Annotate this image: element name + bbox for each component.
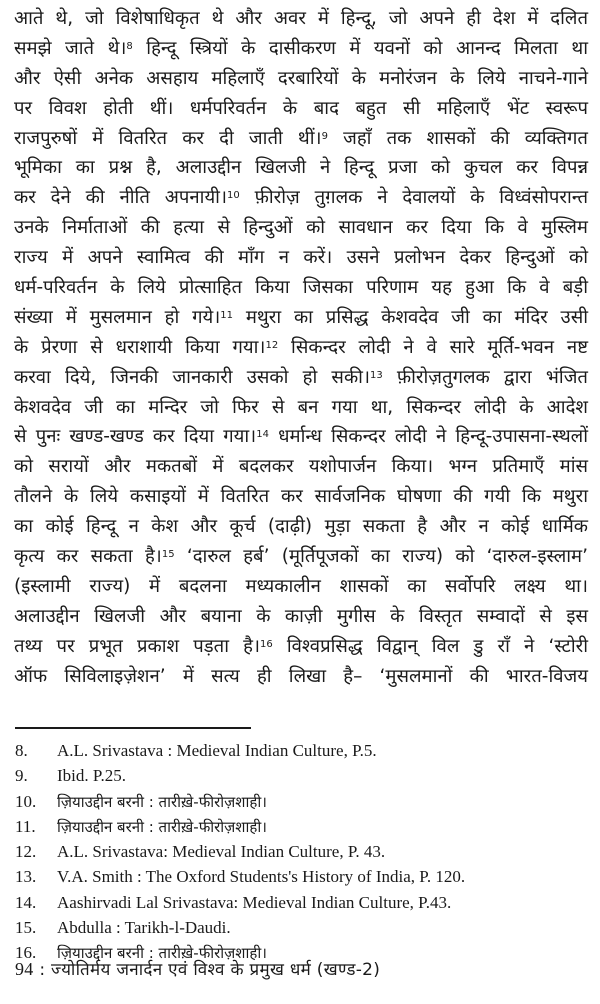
footnote-ref[interactable]: 9 [321,130,328,142]
text-line: आते थे, जो विशेषाधिकृत थे और अवर में हिन्दू, जो अपने ही देश में दलित [14,8,588,29]
footnote-separator-rule [15,727,251,729]
text-line: तौलने के लिये कसाइयों में वितरित कर सार्वजनिक घोषणा की गयी कि मथुरा [14,486,588,508]
text-line: का कोई हिन्दू न केश और कूर्च (दाढ़ी) मुड़ा सकता है और न कोई धार्मिक [14,516,588,538]
text-line: से पुनः खण्ड-खण्ड कर दिया गया।$^{14}$ धर्मान्ध सिकन्दर लोदी ने हिन्दू-उपासना-स्थलों [14,426,588,448]
footnote-number: 8. [15,741,28,760]
text-line: उनके निर्माताओं की हत्या से हिन्दुओं को सावधान कर दिया कि वे मुस्लिम [14,217,588,239]
text-line: धर्म-परिवर्तन के लिये प्रोत्साहित किया जिसका परिणाम यह हुआ कि वे बड़ी [14,277,588,299]
text-line: कर देने की नीति अपनायी।$^{10}$ फ़ीरोज़ तुग़लक ने देवालयों के विध्वंसोपरान्त [14,187,588,209]
footnote-text: ज़ियाउद्दीन बरनी : तारीखे़-फीरोज़शाही। [57,944,267,963]
footnote-number: 11. [15,816,36,836]
footnote-item [15,839,585,864]
footnote-text: Abdulla : Tarikh-l-Daudi. [57,918,231,938]
footnote-text: Aashirvadi Lal Srivastava: Medieval Indian Culture, P.43. [57,892,452,912]
page-footer [15,956,585,983]
text-line: और ऐसी अनेक असहाय महिलाएँ दरबारियों के मनोरंजन के लिये नाचने-गाने [14,67,588,89]
footnote-number: 10. [15,791,37,811]
footnote-item [15,915,585,940]
text-line: राज्य में अपने स्वामित्व की माँग न करें। उसने प्रलोभन देकर हिन्दुओं को [14,247,588,269]
text-line: अलाउद्दीन खिलजी और बयाना के काज़ी मुगीस के विस्तृत सम्वादों से इस [14,605,588,627]
page-body [14,4,588,691]
footnote-number: 9. [15,766,28,786]
page-number: 94 [15,959,34,979]
footnote-item [15,890,585,915]
text-line: ऑफ सिविलाइज़ेशन’ में सत्य ही लिखा है– ‘मुसलमानों की भारत-विजय [14,665,588,687]
footer-separator: : [33,960,52,980]
footnote-ref[interactable]: 12 [265,339,279,351]
footnote-number: 15. [15,918,37,938]
footnote-ref[interactable]: 8 [126,40,133,52]
footnote-number: 16. [15,943,37,963]
footnote-item [15,814,585,839]
footnote-text: A.L. Srivastava: Medieval Indian Culture, P. 43. [57,842,386,862]
footnotes-list [15,738,585,966]
text-line: भूमिका का प्रश्न है, अलाउद्दीन खिलजी ने हिन्दू प्रजा को कुचल कर विपन्न [14,157,588,179]
footnote-ref[interactable]: 14 [256,429,269,441]
footnote-ref[interactable]: 11 [220,309,234,321]
footnote-item [15,864,585,889]
text-line: के प्रेरणा से धराशायी किया गया।$^{12}$ सिकन्दर लोदी ने वे सारे मूर्ति-भवन नष्ट [14,336,588,358]
footnote-number: 14. [15,892,37,912]
text-line: तथ्य पर प्रभूत प्रकाश पड़ता है।$^{16}$ विश्वप्रसिद्ध विद्वान् विल डु राँ ने ‘स्टोरी [14,635,589,657]
footnote-number: 13. [15,867,37,887]
text-line: करवा दिये, जिनकी जानकारी उसको हो सकी।$^{13}$ फ़ीरोज़तुगलक द्वारा भंजित [14,366,588,388]
footnote-text: A.L. Srivastava : Medieval Indian Culture, P.5. [57,741,377,760]
footnote-ref[interactable]: 10 [227,190,240,202]
footnote-ref[interactable]: 13 [369,369,383,381]
footnote-item [15,763,585,788]
footnote-number: 12. [15,842,37,862]
footnote-text: ज़ियाउद्दीन बरनी : तारीखे़-फीरोज़शाही। [57,792,267,811]
footnote-item [15,789,585,814]
text-line: पर विवश होती थीं। धर्मपरिवर्तन के बाद बहुत सी महिलाएँ भेंट स्वरूप [14,97,588,119]
footnote-text: ज़ियाउद्दीन बरनी : तारीखे़-फीरोज़शाही। [57,817,267,836]
text-line: संख्या में मुसलमान हो गये।$^{11}$ मथुरा का प्रसिद्ध केशवदेव जी का मंदिर उसी [14,306,588,328]
footnote-text: V.A. Smith : The Oxford Students's History of India, P. 120. [57,867,466,887]
main-paragraph [14,4,588,691]
footnote-text: Ibid. P.25. [57,766,126,786]
text-line: केशवदेव जी का मन्दिर जो फिर से बन गया था, सिकन्दर लोदी के आदेश [14,396,588,418]
text-line: (इस्लामी राज्य) में बदलना मध्यकालीन शासकों का सर्वोपरि लक्ष्य था। [14,575,588,597]
text-line: को सरायों और मकतबों में बदलकर यशोपार्जन किया। भग्न प्रतिमाएँ मांस [14,456,588,478]
footnote-ref[interactable]: 15 [161,549,175,561]
text-line: राजपुरुषों में वितरित कर दी जाती थीं।$^9$ जहाँ तक शासकों की व्यक्तिगत [14,127,588,149]
text-line: कृत्य कर सकता है।$^{15}$ ‘दारुल हर्ब’ (मूर्तिपूजकों का राज्य) को ‘दारुल-इस्लाम’ [14,546,589,568]
book-title: ज्योतिर्मय जनार्दन एवं विश्व के प्रमुख धर्म (खण्ड-2) [51,960,381,980]
text-line: समझे जाते थे।$^8$ हिन्दू स्त्रियों के दासीकरण में यवनों को आनन्द मिलता था [14,37,588,59]
footnote-ref[interactable]: 16 [259,638,273,650]
footnote-item [15,738,585,763]
